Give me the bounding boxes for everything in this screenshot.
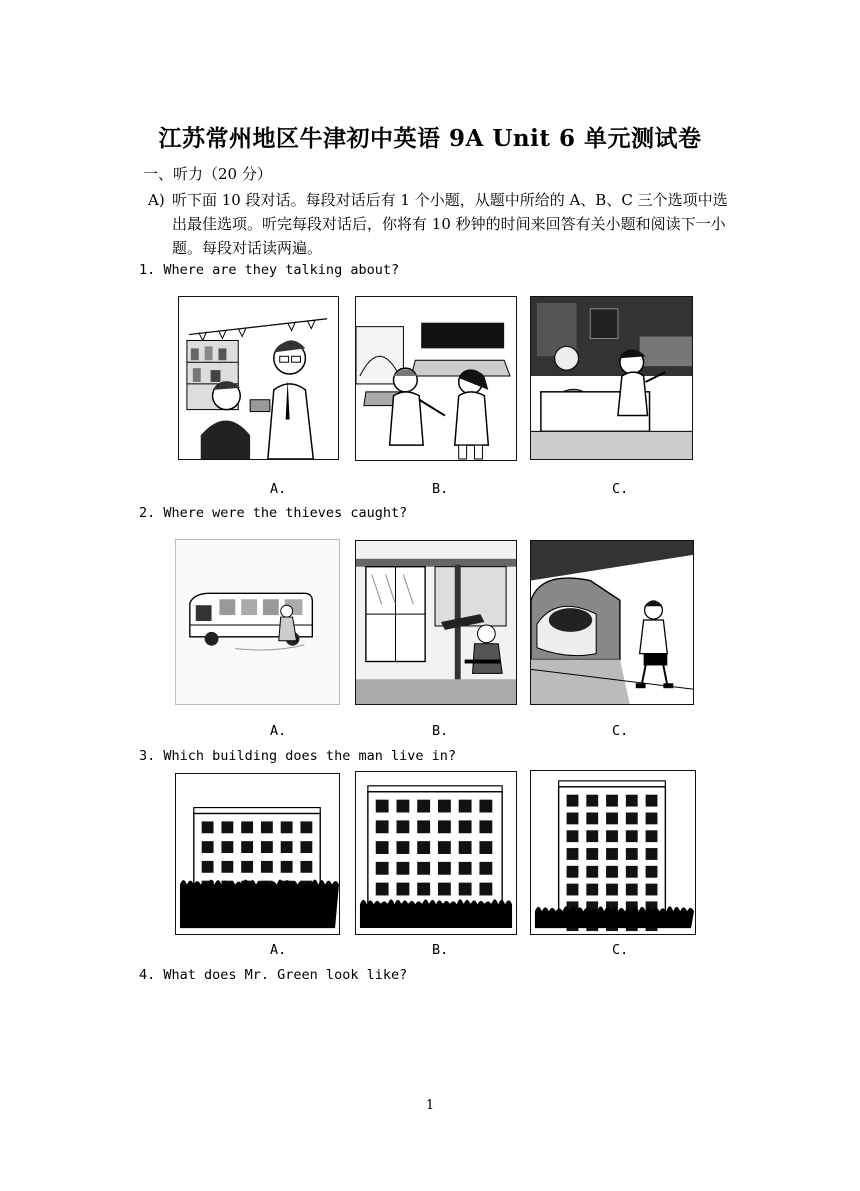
question-2: 2. Where were the thieves caught? (139, 505, 408, 521)
question-1-option-c-image (530, 296, 693, 460)
question-2-option-b-label: B. (432, 723, 449, 739)
question-3-option-c-image (530, 770, 696, 935)
question-2-option-a-image (175, 539, 340, 705)
page-number: 1 (425, 1098, 435, 1113)
question-2-option-c-image (530, 540, 694, 705)
question-2-option-c-label: C. (612, 723, 629, 739)
question-4: 4. What does Mr. Green look like? (139, 967, 408, 983)
question-1-option-b-image (355, 296, 517, 461)
question-3-option-a-label: A. (270, 942, 287, 958)
question-1: 1. Where are they talking about? (139, 262, 400, 278)
question-3-option-a-image (175, 773, 340, 935)
instruction (148, 188, 738, 260)
question-3: 3. Which building does the man live in? (139, 748, 456, 764)
question-1-option-c-label: C. (612, 481, 629, 497)
question-3-option-c-label: C. (612, 942, 629, 958)
question-1-option-a-label: A. (270, 481, 287, 497)
page-title: 江苏常州地区牛津初中英语 9A Unit 6 单元测试卷 (158, 125, 702, 152)
question-1-option-b-label: B. (432, 481, 449, 497)
instruction-text: 听下面 10 段对话。每段对话后有 1 个小题，从题中所给的 A、B、C 三个选项中选出最佳选项。听完每段对话后，你将有 10 秒钟的时间来回答有关小题和阅读下一小题。每段对话读两遍。 (172, 191, 728, 257)
question-3-option-b-image (355, 771, 517, 935)
question-1-option-a-image (178, 296, 339, 460)
section-heading: 一、听力（20 分） (143, 165, 272, 183)
instruction-label: A) (148, 191, 165, 209)
question-2-option-a-label: A. (270, 723, 287, 739)
question-3-option-b-label: B. (432, 942, 449, 958)
question-2-option-b-image (355, 540, 517, 705)
